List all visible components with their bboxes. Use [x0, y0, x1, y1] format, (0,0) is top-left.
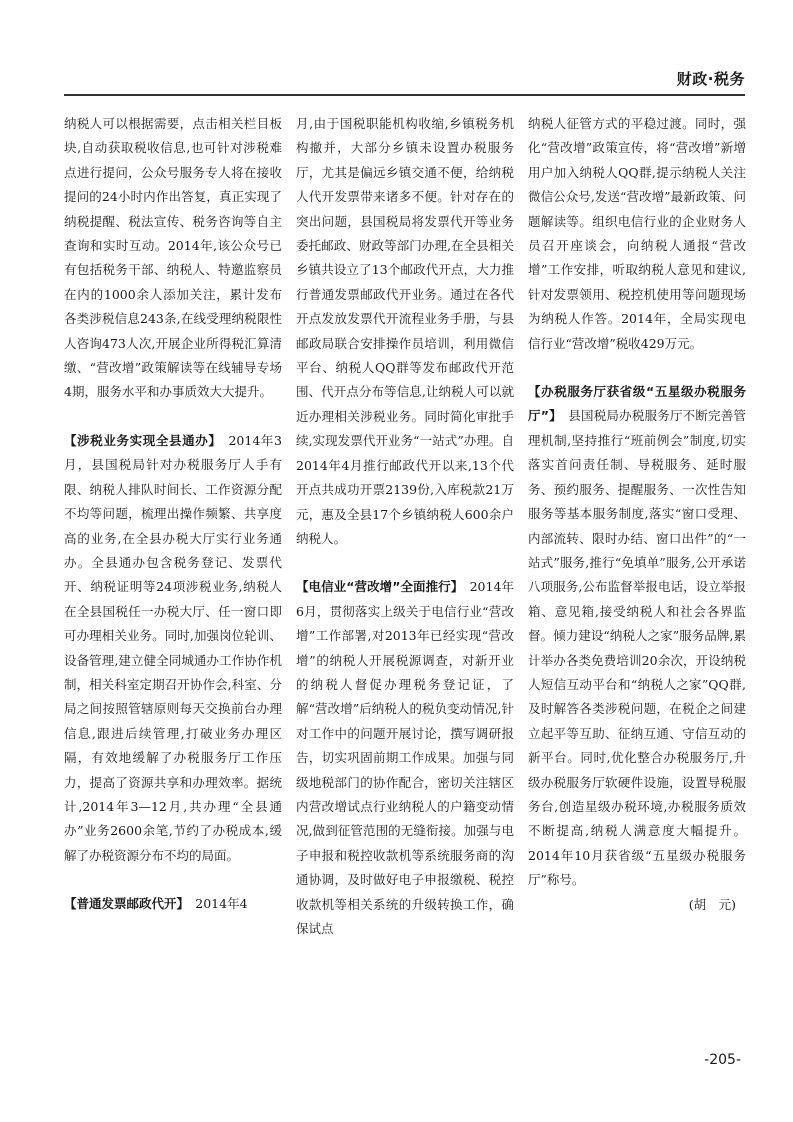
section-body: 县国税局办税服务厅不断完善管理机制,坚持推行“班前例会”制度,切实落实首问责任制、导税服务、延时服务、预约服务、提醒服务、一次性告知服务等基本服务制度,落实“窗口受理、内部流转、限时办结、窗口出件”的“一站式”服务,推行“免填单”服务,公开承诺八项服务,公布监督举报电话，设立举报箱、意见箱,接受纳税人和社会各界监督。倾力建设“纳税人之家”服务品牌,累计举办各类免费培训20余次，开设纳税人短信互动平台和“纳税人之家”QQ群,及时解答各类涉税问题，在税企之间建立起平等互助、征纳互通、守信互动的新平台。同时,优化整合办税服务厅,升级办税服务厅软硬件设施，设置导税服务台,创造星级办税环境,办税服务质效不断提高,纳税人满意度大幅提升。2014年10月获省级“五星级办税服务厅”称号。 [528, 408, 746, 888]
page-number: -205- [704, 1052, 741, 1068]
section-header-label: 财政·税务 [676, 70, 745, 88]
section-body: 2014年6月，贯彻落实上级关于电信行业“营改增”工作部署,对2013年已经实现“营改增”的纳税人开展税源调查，对新开业的纳税人督促办理税务登记证，了解“营改增”后纳税人的税负变动情况,针对工作中的问题开展讨论，撰写调研报告，切实巩固前期工作成果。加强与同级地税部门的协作配合，密切关注辖区内营改增试点行业纳税人的户籍变动情况,做到征管范围的无缝衔接。加强与电子申报和税控收款机等系统服务商的沟通协调，及时做好电子申报缴税、税控收款机等相关系统的升级转换工作，确保试点 [296, 579, 514, 936]
paragraph: 纳税人可以根据需要，点击相关栏目板块,自动获取税收信息,也可针对涉税难点进行提问，公众号服务专人将在接收提问的24小时内作出答复，真正实现了纳税提醒、税法宣传、税务咨询等自主查询和实时互动。2014年,该公众号已有包括税务干部、纳税人、特邀监察员在内的1000余人添加关注，累计发布各类涉税信息243条,在线受理纳税限性人咨询473人次,开展企业所得税汇算清缴、“营改增”政策解读等在线辅导专场4期，服务水平和办事质效大大提升。 [64, 116, 282, 400]
text-column-3 [528, 112, 746, 917]
section-heading: 【涉税业务实现全县通办】 [64, 432, 216, 448]
section-heading: 【办税服务厅获省级“五星级办税服务厅”】 [528, 384, 746, 424]
author-signature: (胡 元) [688, 896, 736, 912]
text-column-1 [64, 112, 282, 917]
paragraph: 纳税人征管方式的平稳过渡。同时，强化“营改增”政策宣传，将“营改增”新增用户加入纳税人QQ群,提示纳税人关注微信公众号,发送“营改增”最新政策、问题解读等。组织电信行业的企业财务人员召开座谈会，向纳税人通报“营改增”工作安排，听取纳税人意见和建议,针对发票领用、税控机使用等问题现场为纳税人作答。2014年，全局实现电信行业“营改增”税收429万元。 [528, 116, 746, 351]
text-column-2 [296, 112, 514, 941]
paragraph: 月,由于国税职能机构收缩,乡镇税务机构撤并，大部分乡镇未设置办税服务厅，尤其是偏远乡镇交通不便，给纳税人代开发票带来诸多不便。针对存在的突出问题，县国税局将发票代开等业务委托邮政、财政等部门办理,在全县相关乡镇共设立了13个邮政代开点，大力推行普通发票邮政代开业务。通过在各代开点发放发票代开流程业务手册，与县邮政局联合安排操作员培训，利用微信平台、纳税人QQ群等发布邮政代开范围、代开点分布等信息,让纳税人可以就近办理相关涉税业务。同时简化审批手续,实现发票代开业务“一站式”办理。自2014年4月推行邮政代开以来,13个代开点共成功开票2139份,入库税款21万元，惠及全县17个乡镇纳税人600余户纳税人。 [296, 116, 514, 546]
section-heading: 【普通发票邮政代开】 [64, 896, 183, 912]
section-tax-business-countywide [64, 429, 282, 868]
section-postal-invoice [64, 892, 282, 916]
header-divider [64, 94, 745, 96]
section-telecom-vat-reform [296, 575, 514, 941]
section-body: 2014年4 [195, 896, 248, 912]
section-heading: 【电信业“营改增”全面推行】 [296, 579, 458, 595]
section-body: 2014年3月，县国税局针对办税服务厅人手有限、纳税人排队时间长、工作资源分配不均等问题，梳理出操作频繁、共享度高的业务,在全县办税大厅实行业务通办。全县通办包含税务登记、发票代开、纳税证明等24项涉税业务,纳税人在全县国税任一办税大厅、任一窗口即可办理相关业务。同时,加强岗位轮训、设备管理,建立健全同城通办工作协作机制，相关科室定期召开协作会,科室、分局之间按照管辖原则每天交换前台办理信息,跟进后续管理,打破业务办理区隔，有效地缓解了办税服务厅工作压力，提高了资源共享和办理效率。据统计,2014年3—12月,共办理“全县通办”业务2600余笔,节约了办税成本,缓解了办税资源分布不均的局面。 [64, 432, 282, 863]
section-five-star-hall [528, 380, 746, 893]
